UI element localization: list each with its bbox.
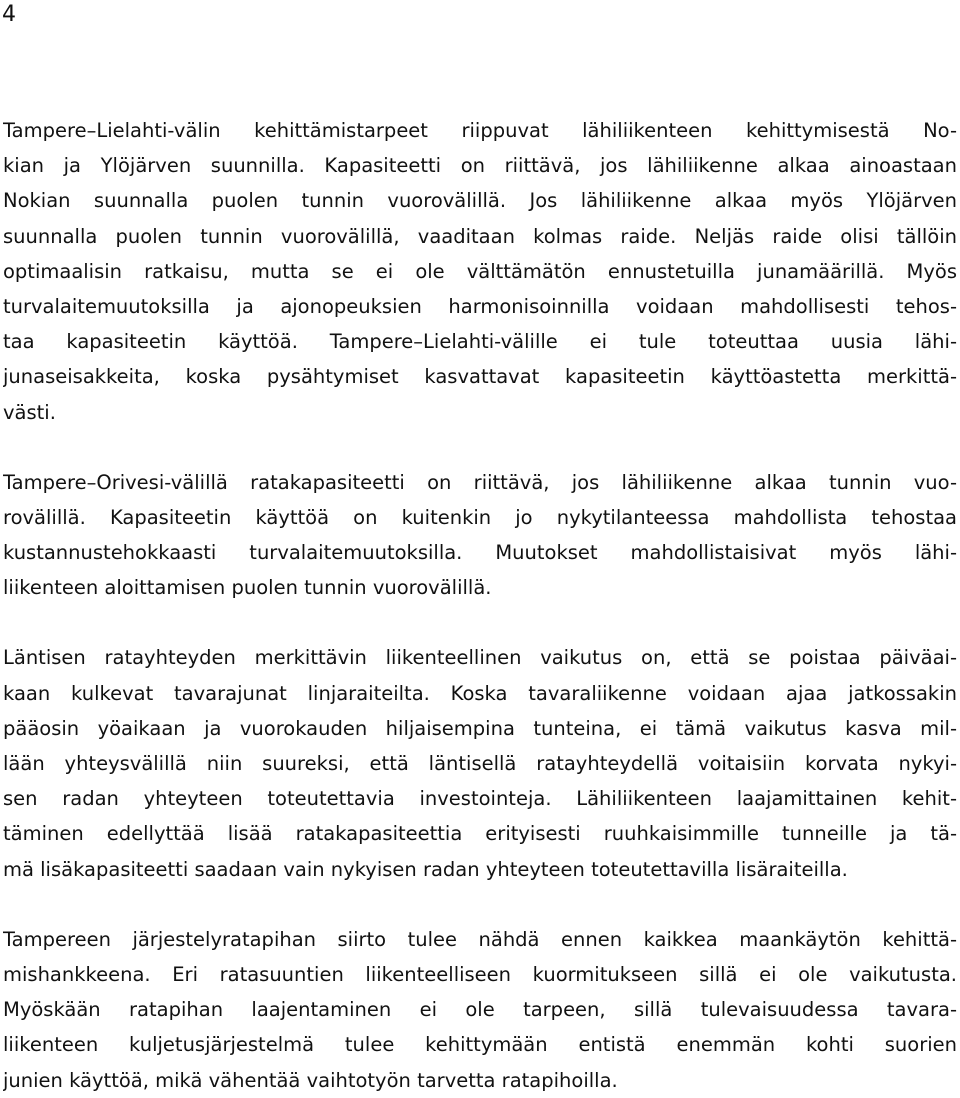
text-line: kian ja Ylöjärven suunnilla. Kapasiteetti on riittävä, jos lähiliikenne alkaa ainoastaan xyxy=(3,154,957,178)
text-line: liikenteen kuljetusjärjestelmä tulee kehittymään entistä enemmän kohti suorien xyxy=(3,1033,957,1057)
text-line: mä lisäkapasiteetti saadaan vain nykyisen radan yhteyteen toteutettavilla lisäraiteilla. xyxy=(3,857,848,881)
text-line: liikenteen aloittamisen puolen tunnin vuorovälillä. xyxy=(3,576,492,600)
paragraph-tampere-orivesi xyxy=(3,465,957,606)
text-line: Myöskään ratapihan laajentaminen ei ole tarpeen, sillä tulevaisuudessa tavara- xyxy=(3,998,957,1022)
text-line: Tampereen järjestelyratapihan siirto tulee nähdä ennen kaikkea maankäytön kehittä- xyxy=(3,927,957,951)
paragraph-jarjestelyratapiha xyxy=(3,922,957,1098)
text-line: junaseisakkeita, koska pysähtymiset kasvattavat kapasiteetin käyttöastetta merkittä- xyxy=(3,365,957,389)
text-line: pääosin yöaikaan ja vuorokauden hiljaisempina tunteina, ei tämä vaikutus kasva mil- xyxy=(3,716,957,740)
text-line: turvalaitemuutoksilla ja ajonopeuksien harmonisoinnilla voidaan mahdollisesti tehos- xyxy=(3,294,957,318)
text-line: optimaalisin ratkaisu, mutta se ei ole välttämätön ennustetuilla junamäärillä. Myös xyxy=(3,259,957,283)
text-line: mishankkeena. Eri ratasuuntien liikenteelliseen kuormitukseen sillä ei ole vaikutusta. xyxy=(3,962,957,986)
text-line: kaan kulkevat tavarajunat linjaraiteilta. Koska tavaraliikenne voidaan ajaa jatkossakin xyxy=(3,681,957,705)
text-line: sen radan yhteyteen toteutettavia investointeja. Lähiliikenteen laajamittainen kehit- xyxy=(3,787,957,811)
text-line: kustannustehokkaasti turvalaitemuutoksilla. Muutokset mahdollistaisivat myös lähi- xyxy=(3,541,957,565)
paragraph-spacer xyxy=(3,605,957,640)
text-line: täminen edellyttää lisää ratakapasiteettia erityisesti ruuhkaisimmille tunneille ja tä- xyxy=(3,822,957,846)
text-line: Tampere–Lielahti-välin kehittämistarpeet riippuvat lähiliikenteen kehittymisestä No- xyxy=(3,119,957,142)
document-body xyxy=(3,113,957,1098)
paragraph-tampere-lielahti xyxy=(3,113,957,430)
page-number: 4 xyxy=(2,2,16,27)
text-line: Läntisen ratayhteyden merkittävin liikenteellinen vaikutus on, että se poistaa päiväai- xyxy=(3,646,957,670)
paragraph-lantinen-ratayhteys xyxy=(3,640,957,886)
text-line: Tampere–Orivesi-välillä ratakapasiteetti on riittävä, jos lähiliikenne alkaa tunnin vuo- xyxy=(3,470,957,494)
text-line: junien käyttöä, mikä vähentää vaihtotyön tarvetta ratapihoilla. xyxy=(3,1068,618,1092)
text-line: västi. xyxy=(3,400,56,424)
paragraph-spacer xyxy=(3,887,957,922)
text-line: suunnalla puolen tunnin vuorovälillä, vaaditaan kolmas raide. Neljäs raide olisi tällöin xyxy=(3,224,957,248)
text-line: lään yhteysvälillä niin suureksi, että läntisellä ratayhteydellä voitaisiin korvata nykyi- xyxy=(3,752,957,775)
text-line: rovälillä. Kapasiteetin käyttöä on kuitenkin jo nykytilanteessa mahdollista tehostaa xyxy=(3,505,957,529)
text-line: taa kapasiteetin käyttöä. Tampere–Lielahti-välille ei tule toteuttaa uusia lähi- xyxy=(3,330,957,354)
text-line: Nokian suunnalla puolen tunnin vuorovälillä. Jos lähiliikenne alkaa myös Ylöjärven xyxy=(3,189,957,213)
paragraph-spacer xyxy=(3,430,957,465)
